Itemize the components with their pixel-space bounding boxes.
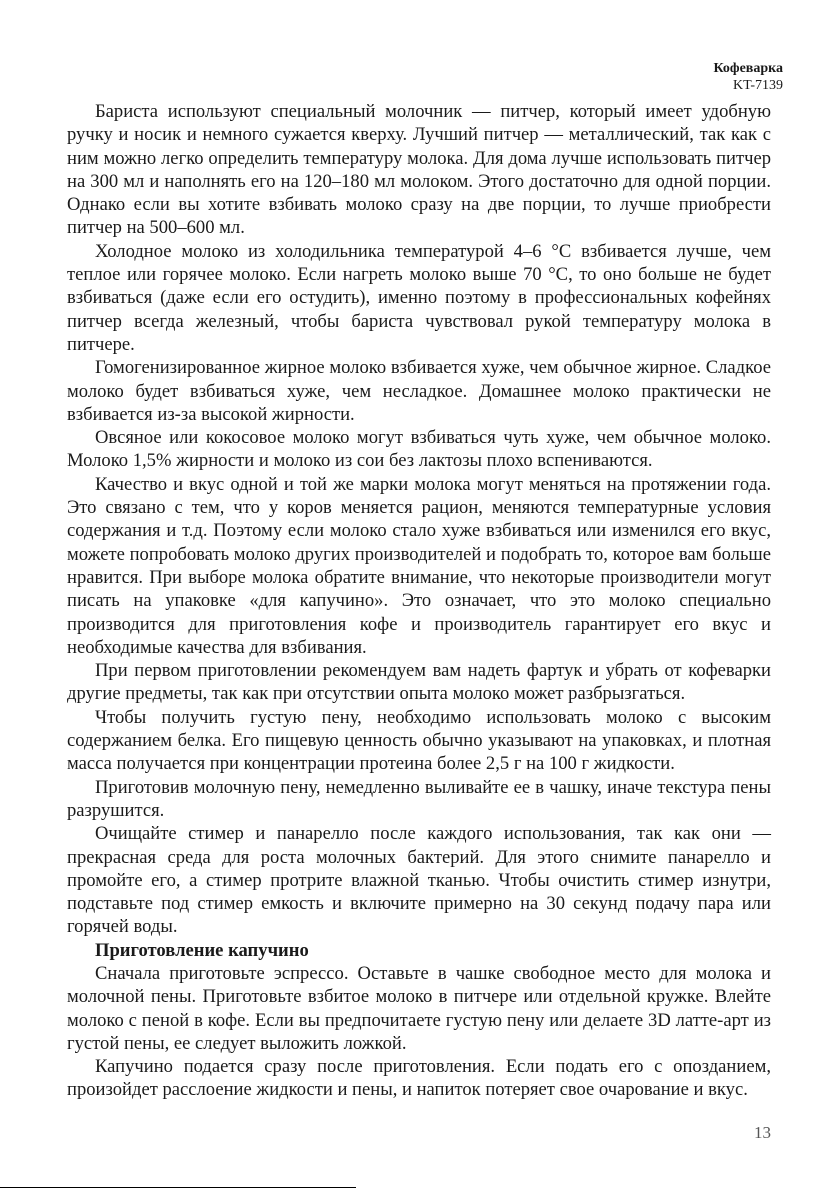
paragraph-pitcher: Бариста используют специальный молочник — питчер, который имеет удобную ручку и носик и немного сужается кверху. Лучший питчер — металлический, так как с ним можно легко определить температуру молока. Для дома лучше использовать питчер на 300 мл и наполнять его на 120–180 мл молоком. Этого достаточно для одной порции. Однако если вы хотите взбивать молоко сразу на две порции, то лучше приобрести питчер на 500–600 мл. [67,101,771,239]
page-header [713,60,783,94]
paragraph-cold-milk: Холодное молоко из холодильника температурой 4–6 °C взбивается лучше, чем теплое или горячее молоко. Если нагреть молоко выше 70 °C, то оно больше не будет взбиваться (даже если его остудить), именно поэтому в профессиональных кофейнях питчер всегда железный, чтобы бариста чувствовал рукой температуру молока в питчере. [67,240,771,355]
paragraph-oat-milk: Овсяное или кокосовое молоко могут взбиваться чуть хуже, чем обычное молоко. Молоко 1,5% жирности и молоко из сои без лактозы плохо вспениваются. [67,427,771,472]
document-body [67,100,771,1102]
page-number: 13 [754,1123,771,1142]
paragraph-first-use: При первом приготовлении рекомендуем вам надеть фартук и убрать от кофеварки другие предметы, так как при отсутствии опыта молоко может разбрызгаться. [67,660,771,705]
paragraph-cappuccino-steps: Сначала приготовьте эспрессо. Оставьте в чашке свободное место для молока и молочной пены. Приготовьте взбитое молоко в питчере или отдельной кружке. Влейте молоко с пеной в кофе. Если вы предпочитаете густую пену или делаете 3D латте-арт из густой пены, ее следует выложить ложкой. [67,962,771,1054]
paragraph-homogenized-milk: Гомогенизированное жирное молоко взбивается хуже, чем обычное жирное. Сладкое молоко будет взбиваться хуже, чем несладкое. Домашнее молоко практически не взбивается из-за высокой жирности. [67,357,771,425]
header-model: KT-7139 [732,78,783,93]
footer-divider [0,1187,356,1188]
paragraph-pour-foam: Приготовив молочную пену, немедленно выливайте ее в чашку, иначе текстура пены разрушится. [67,776,771,821]
paragraph-thick-foam: Чтобы получить густую пену, необходимо использовать молоко с высоким содержанием белка. Его пищевую ценность обычно указывают на упаковках, и плотная масса получается при концентрации протеина более 2,5 г на 100 г жидкости. [67,706,771,775]
section-heading-cappuccino: Приготовление капучино [95,939,309,961]
paragraph-cappuccino-serving: Капучино подается сразу после приготовления. Если подать его с опозданием, произойдет расслоение жидкости и пены, и напиток потеряет свое очарование и вкус. [67,1056,771,1101]
paragraph-cleaning: Очищайте стимер и панарелло после каждого использования, так как они — прекрасная среда для роста молочных бактерий. Для этого снимите панарелло и промойте его, а стимер протрите влажной тканью. Чтобы очистить стимер изнутри, подставьте под стимер емкость и включите примерно на 30 секунд подачу пара или горячей воды. [67,823,771,938]
paragraph-milk-quality: Качество и вкус одной и той же марки молока могут меняться на протяжении года. Это связано с тем, что у коров меняется рацион, меняются температурные условия содержания и т.д. Поэтому если молоко стало хуже взбиваться или изменился его вкус, можете попробовать молоко других производителей и подобрать то, которое вам больше нравится. При выборе молока обратите внимание, что некоторые производители могут писать на упаковке «для капучино». Это означает, что это молоко специально производится для приготовления кофе и производитель гарантирует его вкус и необходимые качества для взбивания. [67,473,771,658]
header-title: Кофеварка [713,61,783,76]
